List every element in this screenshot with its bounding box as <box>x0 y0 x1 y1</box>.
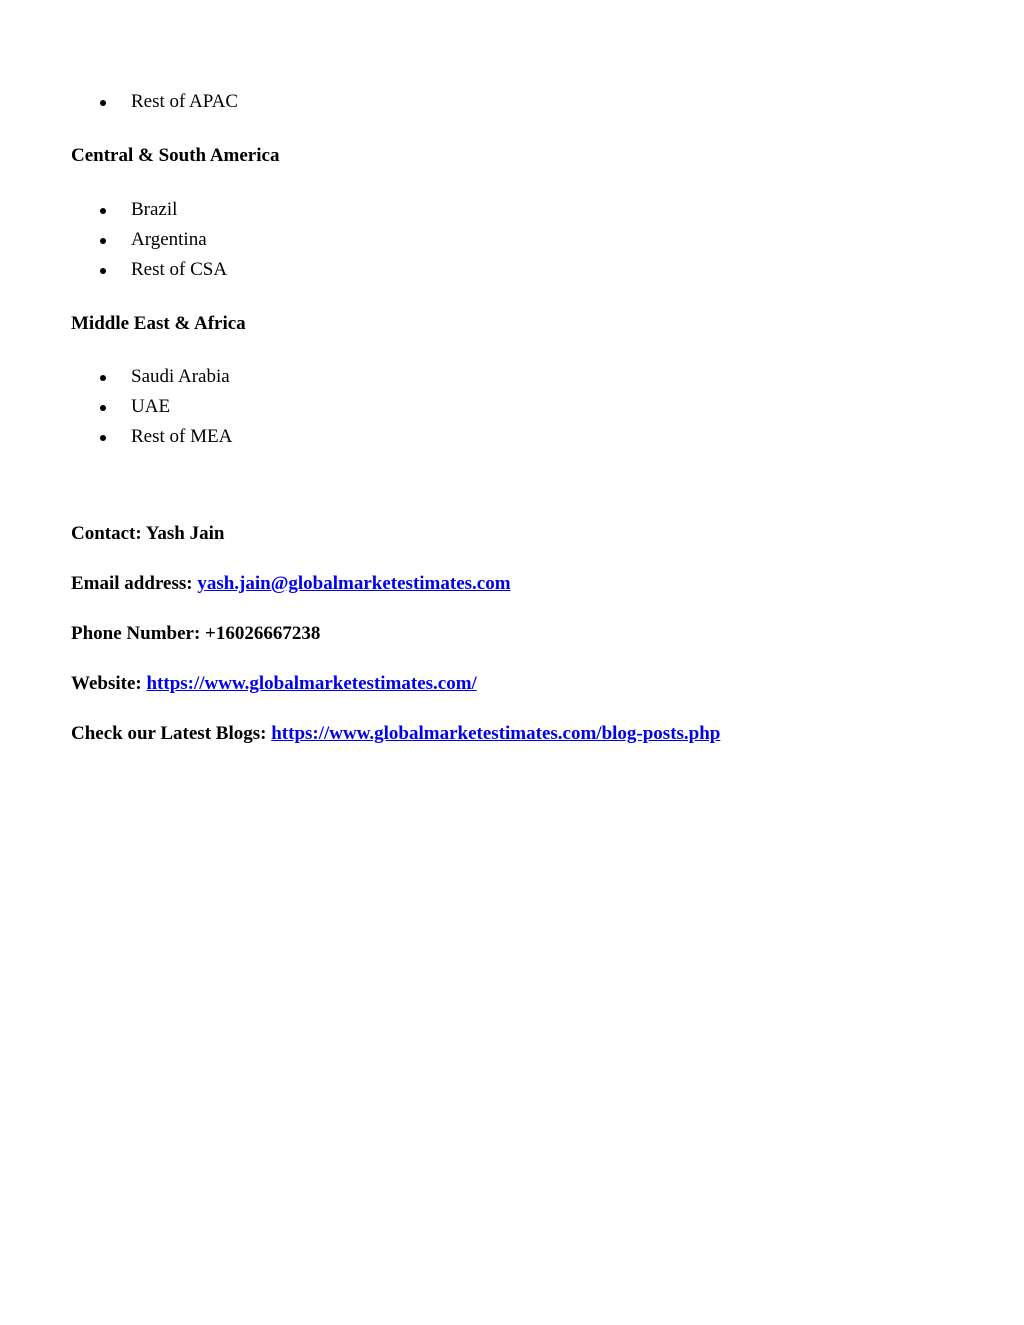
list-item <box>0 396 900 426</box>
list-item-label: UAE <box>131 396 171 417</box>
contact-blogs <box>71 723 720 745</box>
bullet-icon <box>100 238 106 244</box>
contact-phone: Phone Number: +16026667238 <box>71 623 321 644</box>
contact-email <box>71 573 511 595</box>
list-item <box>0 366 900 396</box>
bullet-icon <box>100 435 106 441</box>
contact-name: Contact: Yash Jain <box>71 523 225 544</box>
list-item-label: Rest of CSA <box>131 259 228 280</box>
list-item <box>0 259 900 289</box>
bullet-icon <box>100 208 106 214</box>
website-label: Website: <box>71 673 147 694</box>
list-item <box>0 229 900 259</box>
email-link[interactable]: yash.jain@globalmarketestimates.com <box>197 573 511 594</box>
mea-list <box>0 366 900 456</box>
list-item <box>0 426 900 456</box>
list-item <box>0 199 900 229</box>
list-item-label: Saudi Arabia <box>131 366 230 387</box>
list-item-label: Rest of MEA <box>131 426 233 447</box>
bullet-icon <box>100 405 106 411</box>
email-label: Email address: <box>71 573 198 594</box>
website-link[interactable]: https://www.globalmarketestimates.com/ <box>146 673 477 694</box>
bullet-icon <box>100 375 106 381</box>
bullet-icon <box>100 268 106 274</box>
list-item <box>0 91 900 121</box>
blogs-link[interactable]: https://www.globalmarketestimates.com/blog-posts.php <box>271 723 721 744</box>
list-item-label: Brazil <box>131 199 178 220</box>
csa-list <box>0 199 900 289</box>
section-heading-csa: Central & South America <box>71 145 280 166</box>
list-item-label: Rest of APAC <box>131 91 238 112</box>
bullet-icon <box>100 100 106 106</box>
section-heading-mea: Middle East & Africa <box>71 313 246 334</box>
apac-list <box>0 91 900 121</box>
list-item-label: Argentina <box>131 229 207 250</box>
contact-website <box>71 673 477 695</box>
blogs-label: Check our Latest Blogs: <box>71 723 272 744</box>
